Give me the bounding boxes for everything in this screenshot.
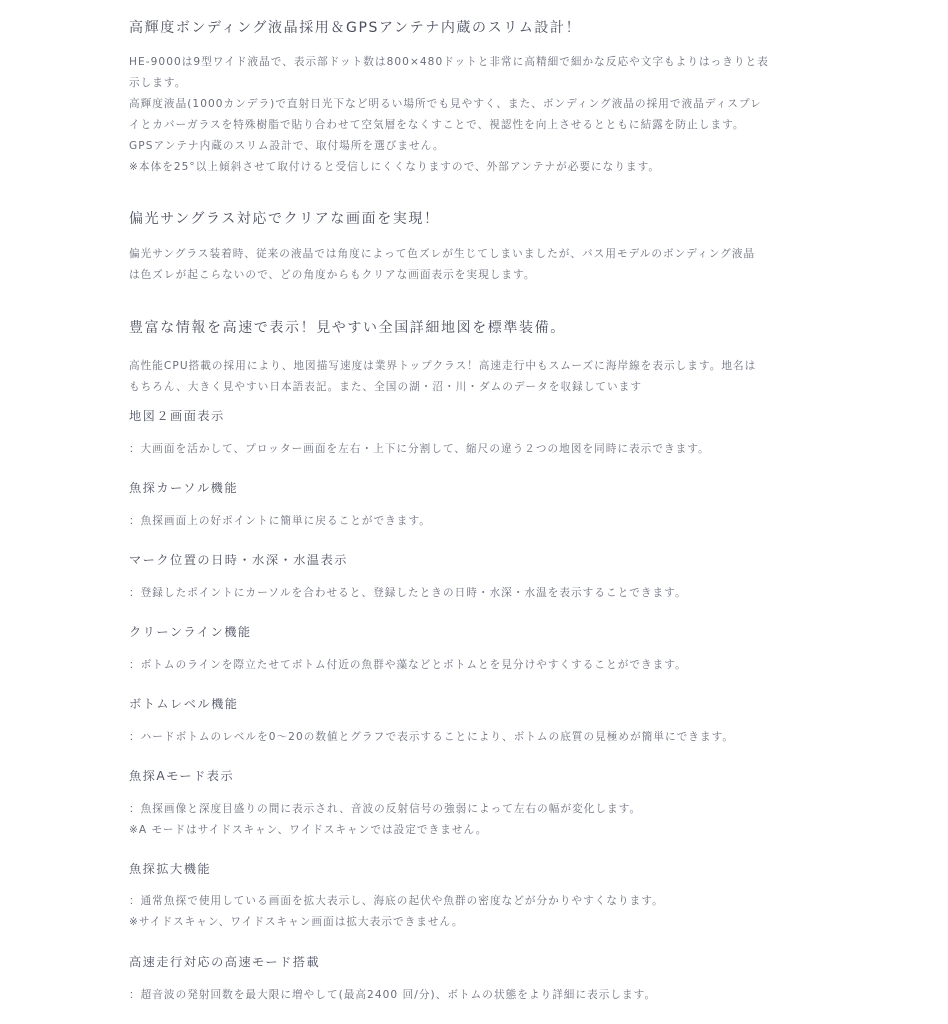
section-text-line: もちろん、大きく見やすい日本語表記。また、全国の湖・沼・川・ダムのデータを収録しています — [129, 381, 642, 393]
feature-title-a-mode: 魚探Aモード表示 — [129, 769, 235, 783]
section-text-line: は色ズレが起こらないので、どの角度からもクリアな画面表示を実現します。 — [129, 269, 536, 281]
section-text-line: HE-9000は9型ワイド液晶で、表示部ドット数は800×480ドットと非常に高精細で細かな反応や文字もよりはっきりと表 — [129, 56, 769, 68]
feature-text-line: ：ボトムのラインを際立たせてボトム付近の魚群や藻などとボトムとを見分けやすくすることができます。 — [129, 659, 687, 671]
feature-title-mark-info: マーク位置の日時・水深・水温表示 — [129, 553, 348, 567]
feature-text-line: ：魚探画面上の好ポイントに簡単に戻ることができます。 — [129, 515, 431, 527]
section-text-line: 高性能CPU搭載の採用により、地図描写速度は業界トップクラス！高速走行中もスムーズに海岸線を表示します。地名は — [129, 360, 757, 372]
section-text-line: イとカバーガラスを特殊樹脂で貼り合わせて空気層をなくすことで、視認性を向上させるとともに結露を防止します。 — [129, 119, 745, 131]
feature-title-zoom: 魚探拡大機能 — [129, 862, 212, 876]
feature-title-bottom-level: ボトムレベル機能 — [129, 697, 239, 711]
section-title-polarized-sunglasses: 偏光サングラス対応でクリアな画面を実現！ — [129, 211, 440, 227]
section-text-line: 高輝度液晶(1000カンデラ)で直射日光下など明るい場所でも見やすく、また、ボンディング液晶の採用で液晶ディスプレ — [129, 98, 762, 110]
feature-text-line: ※A モードはサイドスキャン、ワイドスキャンでは設定できません。 — [129, 824, 488, 836]
section-title-bonding-lcd: 高輝度ボンディング液晶採用＆GPSアンテナ内蔵のスリム設計！ — [129, 20, 582, 36]
feature-text-line: ：大画面を活かして、プロッター画面を左右・上下に分割して、縮尺の違う２つの地図を同時に表示できます。 — [129, 443, 710, 455]
feature-text-line: ：ハードボトムのレベルを0〜20の数値とグラフで表示することにより、ボトムの底質の見極めが簡単にできます。 — [129, 731, 735, 743]
section-text-line: 示します。 — [129, 77, 187, 89]
feature-text-line: ：魚探画像と深度目盛りの間に表示され、音波の反射信号の強弱によって左右の幅が変化します。 — [129, 803, 642, 815]
feature-text-line: ：通常魚探で使用している画面を拡大表示し、海底の起伏や魚群の密度などが分かりやすくなります。 — [129, 895, 664, 907]
feature-title-fishfinder-cursor: 魚探カーソル機能 — [129, 481, 239, 495]
feature-title-high-speed-mode: 高速走行対応の高速モード搭載 — [129, 955, 321, 969]
feature-text-line: ：登録したポイントにカーソルを合わせると、登録したときの日時・水深・水温を表示することできます。 — [129, 587, 687, 599]
feature-title-dual-map: 地図２画面表示 — [129, 409, 225, 423]
section-title-detailed-map: 豊富な情報を高速で表示！見やすい全国詳細地図を標準装備。 — [129, 320, 566, 336]
feature-title-clean-line: クリーンライン機能 — [129, 625, 252, 639]
section-text-line: GPSアンテナ内蔵のスリム設計で、取付場所を選びません。 — [129, 140, 445, 152]
section-text-line: 偏光サングラス装着時、従来の液晶では角度によって色ズレが生じてしまいましたが、バス用モデルのボンディング液晶 — [129, 248, 756, 260]
feature-text-line: ※サイドスキャン、ワイドスキャン画面は拡大表示できません。 — [129, 916, 464, 928]
section-text-line: ※本体を25°以上傾斜させて取付けると受信しにくくなりますので、外部アンテナが必要になります。 — [129, 161, 661, 173]
feature-text-line: ：超音波の発射回数を最大限に増やして(最高2400 回/分)、ボトムの状態をより詳細に表示します。 — [129, 989, 657, 1001]
